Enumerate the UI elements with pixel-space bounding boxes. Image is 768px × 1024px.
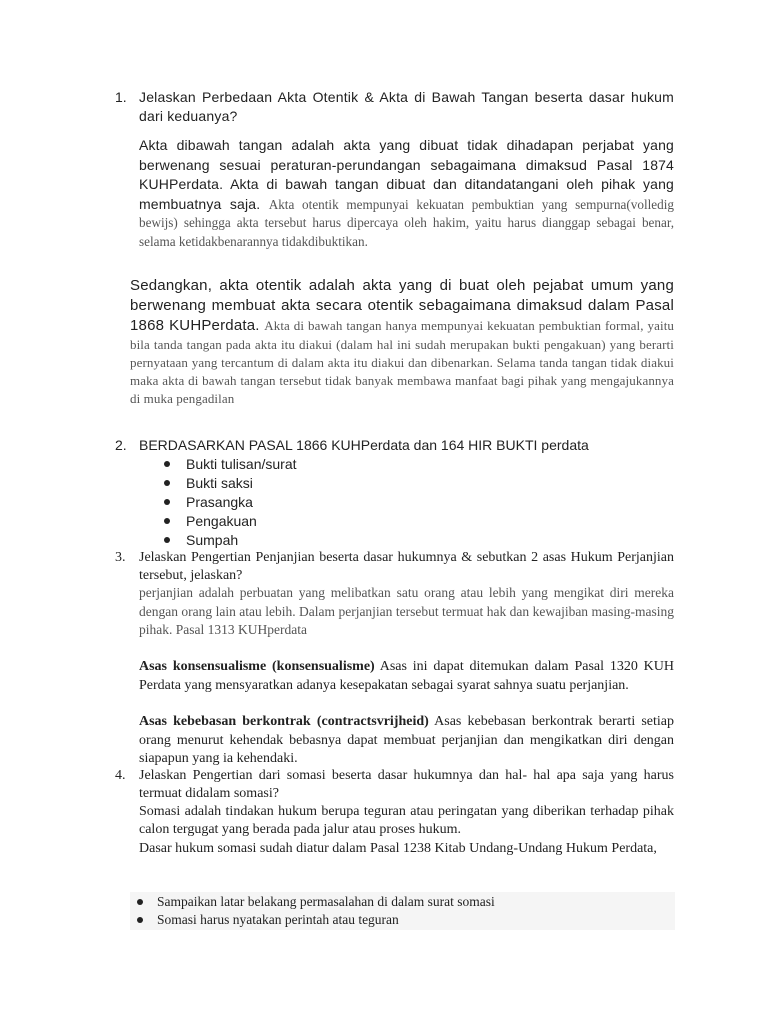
q3-answer: perjanjian adalah perbuatan yang melibatkan satu orang atau lebih yang mengikat diri mereka dengan orang lain atau lebih. Dalam perjanjian tersebut termuat hak dan kewajiban masing-masing pihak. Pasal 1313 KUHperdata xyxy=(139,585,674,637)
q4-question: Jelaskan Pengertian dari somasi beserta dasar hukumnya dan hal- hal apa saja yang harus termuat didalam somasi? xyxy=(139,768,674,801)
list-item: Sumpah xyxy=(186,531,297,550)
list-item: Bukti saksi xyxy=(186,474,297,493)
list-item: Prasangka xyxy=(186,493,297,512)
bullet-icon xyxy=(164,537,170,543)
list-item: Bukti tulisan/surat xyxy=(186,455,297,474)
q4-answer-1: Somasi adalah tindakan hukum berupa teguran atau peringatan yang diberikan terhadap pihak calon tergugat yang berada pada jalur atau proses hukum. xyxy=(139,804,674,837)
q2-number: 2. xyxy=(115,437,127,453)
bullet-icon xyxy=(164,499,170,505)
q1-answer-paragraph-2 xyxy=(130,276,674,408)
q1-answer-paragraph-1 xyxy=(139,136,674,251)
q2-question: BERDASARKAN PASAL 1866 KUHPerdata dan 164 HIR BUKTI perdata xyxy=(139,437,589,453)
q1-number: 1. xyxy=(115,89,127,105)
list-item: Somasi harus nyatakan perintah atau teguran xyxy=(157,911,495,929)
bullet-icon xyxy=(137,899,143,905)
asas-2-text: Asas kebebasan berkontrak berarti setiap orang menurut kehendak bebasnya dapat membuat perjanjian dan mengikatkan diri dengan siapapun yang ia kehendaki. xyxy=(139,714,674,766)
q1-answer-2-quote: Akta di bawah tangan hanya mempunyai kekuatan pembuktian formal, yaitu bila tanda tangan pada akta itu diakui (dalam hal ini sudah merupakan bukti pengakuan) yang berarti pernyataan yang tercantum di dalam akta itu diakui dan dibenarkan. Selama tanda tangan tidak diakui maka akta di bawah tangan tersebut tidak banyak membawa manfaat bagi pihak yang mengajukannya di muka pengadilan xyxy=(130,318,675,406)
q1-answer-1-main: Akta dibawah tangan adalah akta yang dibuat tidak dihadapan perjabat yang berwenang sesuai peraturan-perundangan sebagaimana dimaksud Pasal 1874 KUHPerdata. Akta di bawah tangan dibuat dan ditandatangani oleh pihak yang membuatnya saja. xyxy=(139,137,674,212)
q1-answer-1-quote: Akta otentik mempunyai kekuatan pembuktian yang sempurna(volledig bewijs) sehingga akta tersebut harus dipercaya oleh hakim, yaitu harus dianggap sebagai benar, selama ketidakbenarannya tidakdibuktikan. xyxy=(139,196,675,249)
q4-answer-2: Dasar hukum somasi sudah diatur dalam Pasal 1238 Kitab Undang-Undang Hukum Perdata, xyxy=(139,841,657,856)
q3-question: Jelaskan Pengertian Penjanjian beserta dasar hukumnya & sebutkan 2 asas Hukum Perjanjian tersebut, jelaskan? xyxy=(139,550,674,583)
q3-asas-konsensualisme xyxy=(139,658,674,695)
bullet-icon xyxy=(137,917,143,923)
asas-1-text: Asas ini dapat ditemukan dalam Pasal 1320 KUH Perdata yang mensyaratkan adanya kesepakatan sebagai syarat sahnya suatu perjanjian. xyxy=(139,659,674,693)
list-item: Pengakuan xyxy=(186,512,297,531)
bullet-icon xyxy=(164,518,170,524)
q3-number: 3. xyxy=(115,550,126,565)
asas-2-title: Asas kebebasan berkontrak (contractsvrijheid) xyxy=(139,714,429,729)
asas-1-title: Asas konsensualisme (konsensualisme) xyxy=(139,659,375,674)
q2-evidence-list xyxy=(186,455,297,550)
q1-question: Jelaskan Perbedaan Akta Otentik & Akta di Bawah Tangan beserta dasar hukum dari keduanya? xyxy=(139,89,674,124)
bullet-icon xyxy=(164,461,170,467)
q4-number: 4. xyxy=(115,768,126,783)
q3-asas-kebebasan-berkontrak xyxy=(139,713,674,769)
q4-somasi-list xyxy=(157,893,495,929)
list-item: Sampaikan latar belakang permasalahan di dalam surat somasi xyxy=(157,893,495,911)
q1-answer-2-main: Sedangkan, akta otentik adalah akta yang di buat oleh pejabat umum yang berwenang membuat akta secara otentik sebagaimana dimaksud dalam Pasal 1868 KUHPerdata. xyxy=(130,277,674,334)
bullet-icon xyxy=(164,480,170,486)
